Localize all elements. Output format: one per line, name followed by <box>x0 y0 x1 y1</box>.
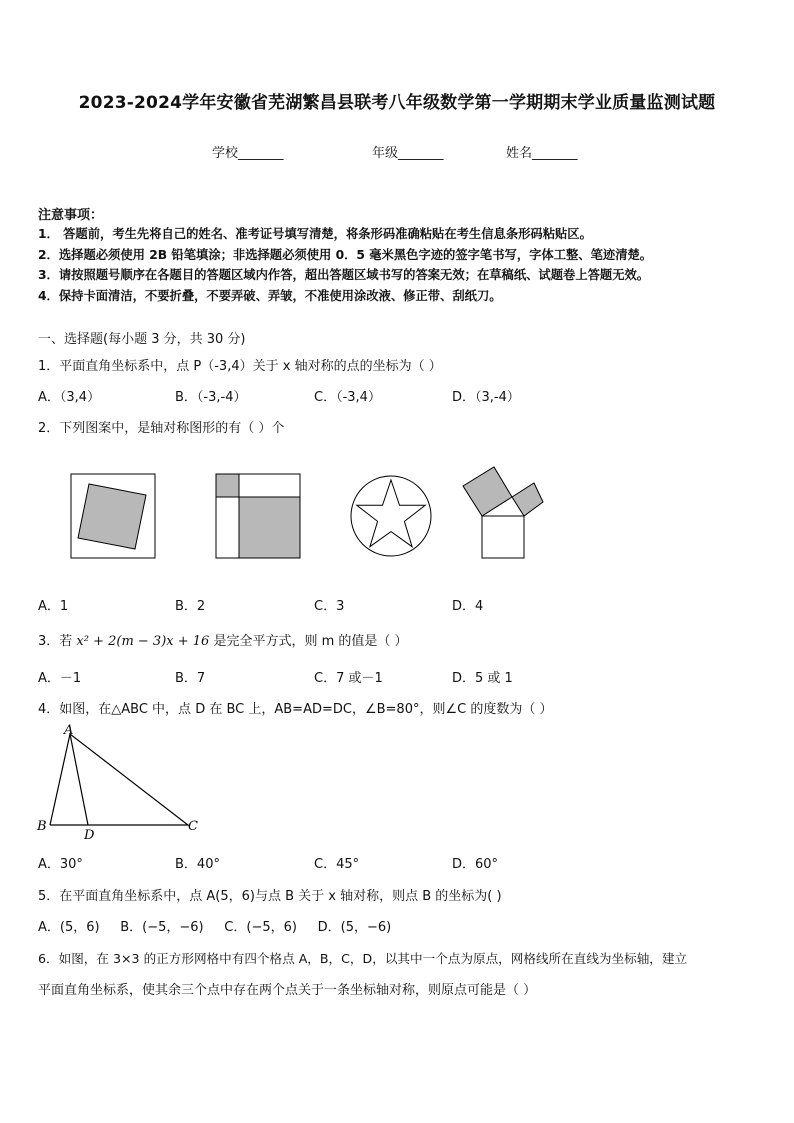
question-2-option-b: B．2 <box>175 599 206 614</box>
question-6-line-1: 6．如图，在 3×3 的正方形网格中有四个格点 A，B，C，D，以其中一个点为原点，网格线所在直线为坐标轴，建立 <box>38 951 688 966</box>
question-2-option-c: C．3 <box>314 599 345 614</box>
question-1-option-b: B．（-3,-4） <box>175 390 247 405</box>
question-3-option-a: A．－1 <box>38 671 82 686</box>
vertex-label-b: B <box>37 819 47 834</box>
question-3-option-c: C．7 或－1 <box>314 671 383 686</box>
question-2-figures <box>60 462 560 570</box>
question-4-option-d: D．60° <box>452 857 499 872</box>
figure-rotated-square <box>71 474 155 558</box>
question-4-stem: 4．如图，在△ABC 中，点 D 在 BC 上，AB=AD=DC，∠B=80°，则∠C 的度数为（ ） <box>38 702 553 717</box>
figure-pythagoras-squares <box>463 467 543 558</box>
question-4-triangle-figure <box>34 720 209 840</box>
question-6-line-2: 平面直角坐标系，使其余三个点中存在两个点关于一条坐标轴对称，则原点可能是（ ） <box>38 983 537 998</box>
question-2-option-d: D．4 <box>452 599 484 614</box>
question-1-option-a: A．（3,4） <box>38 390 101 405</box>
question-3-stem <box>38 630 408 649</box>
question-3-prefix: 3．若 <box>38 634 77 649</box>
question-5-options: A．(5，6) B．(−5，−6) C．(−5，6) D．(5，−6) <box>38 920 392 935</box>
vertex-label-d: D <box>84 828 95 840</box>
notice-item-3: 3．请按照题号顺序在各题目的答题区域内作答，超出答题区域书写的答案无效；在草稿纸、试题卷上答题无效。 <box>38 268 650 282</box>
grade-field: 年级_______ <box>372 146 444 161</box>
question-2-stem: 2．下列图案中，是轴对称图形的有（ ）个 <box>38 421 285 436</box>
question-2-option-a: A．1 <box>38 599 69 614</box>
notice-item-4: 4．保持卡面清洁，不要折叠，不要弄破、弄皱，不准使用涂改液、修正带、刮纸刀。 <box>38 289 502 303</box>
name-field: 姓名_______ <box>506 146 578 161</box>
figure-star-in-circle <box>351 476 431 556</box>
section-heading: 一、选择题(每小题 3 分，共 30 分) <box>38 332 246 347</box>
question-1-stem: 1．平面直角坐标系中，点 P（-3,4）关于 x 轴对称的点的坐标为（ ） <box>38 359 442 374</box>
school-field: 学校_______ <box>212 146 284 161</box>
page-title: 2023-2024学年安徽省芜湖繁昌县联考八年级数学第一学期期末学业质量监测试题 <box>78 93 716 113</box>
vertex-label-a: A <box>64 723 74 738</box>
question-4-option-a: A．30° <box>38 857 83 872</box>
notice-heading: 注意事项： <box>38 208 104 223</box>
question-1-option-c: C．（-3,4） <box>314 390 381 405</box>
question-4-option-c: C．45° <box>314 857 360 872</box>
question-3-formula: x² + 2(m − 3)x + 16 <box>76 634 210 649</box>
vertex-label-c: C <box>188 819 198 834</box>
notice-item-1: 1． 答题前，考生先将自己的姓名、准考证号填写清楚，将条形码准确粘贴在考生信息条形码粘贴区。 <box>38 227 592 241</box>
question-1-option-d: D．（3,-4） <box>452 390 520 405</box>
question-3-option-b: B．7 <box>175 671 206 686</box>
figure-divided-square <box>216 474 300 558</box>
question-3-option-d: D．5 或 1 <box>452 671 513 686</box>
question-3-suffix: 是完全平方式，则 m 的值是（ ） <box>209 634 408 649</box>
question-4-option-b: B．40° <box>175 857 220 872</box>
notice-item-2: 2．选择题必须使用 2B 铅笔填涂；非选择题必须使用 0．5 毫米黑色字迹的签字笔书写，字体工整、笔迹清楚。 <box>38 248 653 262</box>
question-5-stem: 5．在平面直角坐标系中，点 A(5，6)与点 B 关于 x 轴对称，则点 B 的坐标为( ) <box>38 889 502 904</box>
